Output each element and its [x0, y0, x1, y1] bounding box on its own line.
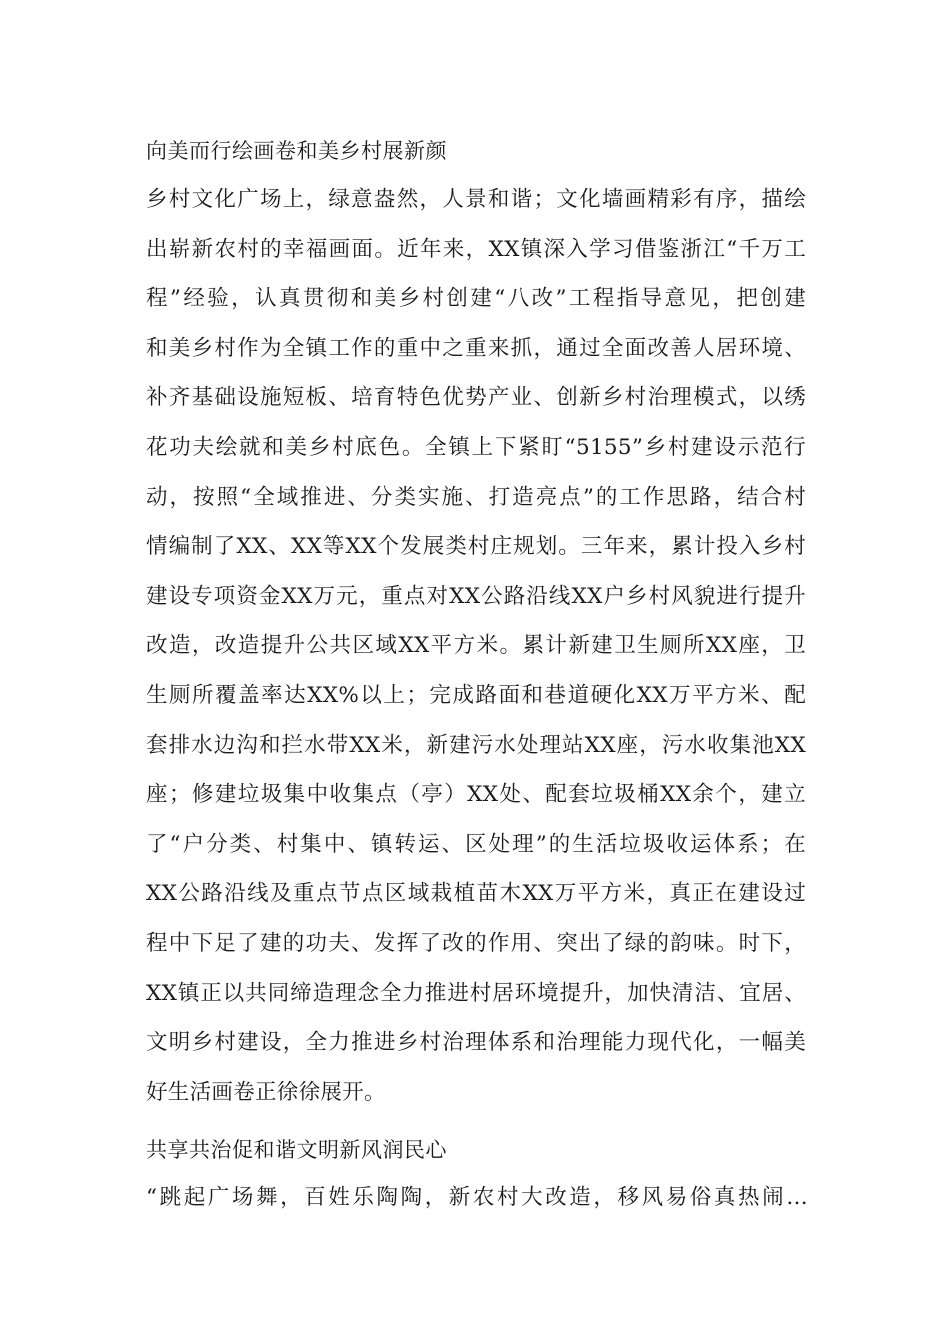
section-title-civilized-customs: 共享共治促和谐文明新风润民心 [146, 1138, 447, 1162]
paragraph-line: 套排水边沟和拦水带XX米，新建污水处理站XX座，污水收集池XX [146, 732, 806, 758]
paragraph-line: 座；修建垃圾集中收集点（亭）XX处、配套垃圾桶XX余个，建立 [146, 782, 806, 808]
paragraph-line: 情编制了XX、XX等XX个发展类村庄规划。三年来，累计投入乡村 [146, 534, 806, 560]
paragraph-line: XX镇正以共同缔造理念全力推进村居环境提升，加快清洁、宜居、 [146, 980, 806, 1006]
section-body-civilized-customs-first-line: “跳起广场舞，百姓乐陶陶，新农村大改造，移风易俗真热闹… [146, 1185, 808, 1210]
paragraph-line: 动，按照“全域推进、分类实施、打造亮点”的工作思路，结合村 [146, 484, 806, 510]
paragraph-line: 改造，改造提升公共区域XX平方米。累计新建卫生厕所XX座，卫 [146, 633, 806, 659]
paragraph-line: 程中下足了建的功夫、发挥了改的作用、突出了绿的韵味。时下， [146, 930, 806, 956]
section-title-beautiful-village: 向美而行绘画卷和美乡村展新颜 [146, 139, 447, 163]
paragraph-line: 补齐基础设施短板、培育特色优势产业、创新乡村治理模式，以绣 [146, 385, 806, 411]
paragraph-line: 程”经验，认真贯彻和美乡村创建“八改”工程指导意见，把创建 [146, 286, 806, 312]
paragraph-line: 和美乡村作为全镇工作的重中之重来抓，通过全面改善人居环境、 [146, 335, 806, 361]
paragraph-line: 乡村文化广场上，绿意盎然，人景和谐；文化墙画精彩有序，描绘 [146, 187, 806, 212]
paragraph-line: 建设专项资金XX万元，重点对XX公路沿线XX户乡村风貌进行提升 [146, 583, 806, 609]
paragraph-line: XX公路沿线及重点节点区域栽植苗木XX万平方米，真正在建设过 [146, 881, 806, 907]
paragraph-line: 生厕所覆盖率达XX%以上；完成路面和巷道硬化XX万平方米、配 [146, 682, 806, 708]
paragraph-line: 花功夫绘就和美乡村底色。全镇上下紧盯“5155”乡村建设示范行 [146, 434, 806, 460]
paragraph-line: 了“户分类、村集中、镇转运、区处理”的生活垃圾收运体系；在 [146, 831, 806, 857]
paragraph-line: 文明乡村建设，全力推进乡村治理体系和治理能力现代化，一幅美 [146, 1030, 806, 1056]
paragraph-line: 出崭新农村的幸福画面。近年来，XX镇深入学习借鉴浙江“千万工 [146, 236, 806, 262]
paragraph-line: 好生活画卷正徐徐展开。 [146, 1079, 386, 1105]
section-body-beautiful-village [146, 184, 806, 1126]
